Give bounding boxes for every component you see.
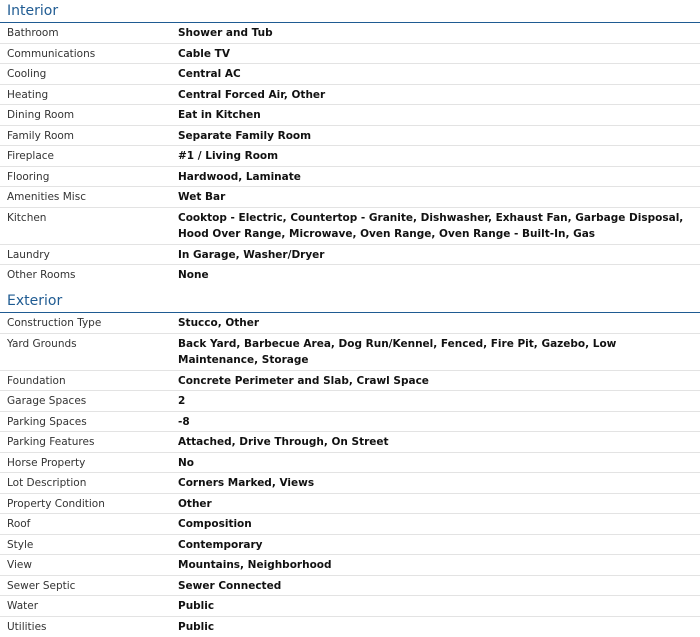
detail-row: [0, 514, 700, 535]
detail-row: [0, 208, 700, 245]
detail-value: Separate Family Room: [178, 129, 312, 142]
exterior-section: [0, 290, 700, 637]
detail-label: Kitchen: [7, 211, 47, 224]
detail-row: [0, 265, 700, 285]
detail-row: [0, 576, 700, 597]
detail-value: No: [178, 456, 195, 469]
detail-value: Corners Marked, Views: [178, 477, 315, 489]
detail-row: [0, 146, 700, 167]
exterior-rows: [0, 313, 700, 637]
detail-label: Sewer Septic: [7, 579, 76, 592]
detail-row: [0, 85, 700, 106]
detail-value: 2: [178, 395, 186, 407]
detail-row: [0, 64, 700, 85]
detail-label: Roof: [7, 518, 31, 530]
detail-label: Construction Type: [7, 317, 102, 329]
detail-value: Public: [178, 620, 215, 633]
detail-row: [0, 453, 700, 474]
detail-row: [0, 596, 700, 617]
detail-value: Eat in Kitchen: [178, 109, 261, 121]
detail-label: Cooling: [7, 68, 47, 80]
detail-value: #1 / Living Room: [178, 150, 279, 162]
detail-label: Communications: [7, 47, 96, 60]
detail-row: [0, 126, 700, 147]
detail-label: Garage Spaces: [7, 395, 87, 407]
detail-row: [0, 371, 700, 392]
detail-label: Lot Description: [7, 477, 87, 489]
detail-value: None: [178, 269, 209, 281]
detail-row: [0, 473, 700, 494]
detail-value: Wet Bar: [178, 191, 226, 203]
detail-row: [0, 105, 700, 126]
detail-label: Parking Spaces: [7, 415, 87, 428]
detail-label: Foundation: [7, 374, 66, 387]
detail-label: Bathroom: [7, 27, 59, 39]
detail-row: [0, 535, 700, 556]
detail-label: Laundry: [7, 248, 50, 261]
detail-label: Property Condition: [7, 497, 105, 510]
detail-label: Flooring: [7, 170, 50, 183]
detail-row: [0, 167, 700, 188]
detail-row: [0, 187, 700, 208]
detail-row: [0, 432, 700, 453]
detail-value: Shower and Tub: [178, 27, 273, 39]
detail-value: Concrete Perimeter and Slab, Crawl Space: [178, 374, 429, 387]
detail-row: [0, 391, 700, 412]
detail-row: [0, 313, 700, 334]
interior-section-title: Interior: [0, 0, 700, 23]
detail-value: Cable TV: [178, 47, 230, 60]
detail-row: [0, 494, 700, 515]
detail-label: Other Rooms: [7, 269, 76, 281]
detail-value: Public: [178, 600, 215, 612]
detail-row: [0, 245, 700, 266]
detail-value: Attached, Drive Through, On Street: [178, 436, 389, 448]
detail-row: [0, 412, 700, 433]
detail-label: Dining Room: [7, 109, 75, 121]
detail-label: Amenities Misc: [7, 191, 86, 203]
detail-value: Mountains, Neighborhood: [178, 559, 332, 571]
detail-value: Central Forced Air, Other: [178, 88, 326, 101]
detail-row: [0, 334, 700, 371]
detail-value: In Garage, Washer/Dryer: [178, 248, 325, 261]
detail-label: Utilities: [7, 620, 47, 633]
detail-label: Heating: [7, 88, 49, 101]
detail-row: [0, 617, 700, 637]
detail-label: Horse Property: [7, 456, 86, 469]
detail-value: Hardwood, Laminate: [178, 170, 301, 183]
detail-row: [0, 555, 700, 576]
exterior-section-title: Exterior: [0, 290, 700, 313]
detail-value: -8: [178, 415, 190, 428]
detail-value: Cooktop - Electric, Countertop - Granite, Dishwasher, Exhaust Fan, Garbage Disposal, Hood Over Range, Microwave, Oven Range, Oven Range - Built-In, Gas: [178, 211, 684, 240]
detail-value: Central AC: [178, 68, 241, 80]
detail-row: [0, 44, 700, 65]
detail-label: Yard Grounds: [7, 337, 77, 350]
detail-value: Sewer Connected: [178, 579, 282, 592]
detail-label: Fireplace: [7, 150, 54, 162]
detail-label: Style: [7, 538, 34, 551]
interior-rows: [0, 23, 700, 285]
detail-label: Parking Features: [7, 436, 95, 448]
detail-value: Composition: [178, 518, 252, 530]
detail-label: View: [7, 559, 32, 571]
detail-value: Other: [178, 497, 212, 510]
detail-value: Back Yard, Barbecue Area, Dog Run/Kennel, Fenced, Fire Pit, Gazebo, Low Maintenance, Storage: [178, 337, 617, 366]
detail-label: Water: [7, 600, 39, 612]
detail-label: Family Room: [7, 129, 75, 142]
detail-value: Stucco, Other: [178, 317, 260, 329]
detail-value: Contemporary: [178, 538, 263, 551]
detail-row: [0, 23, 700, 44]
interior-section: [0, 0, 700, 285]
